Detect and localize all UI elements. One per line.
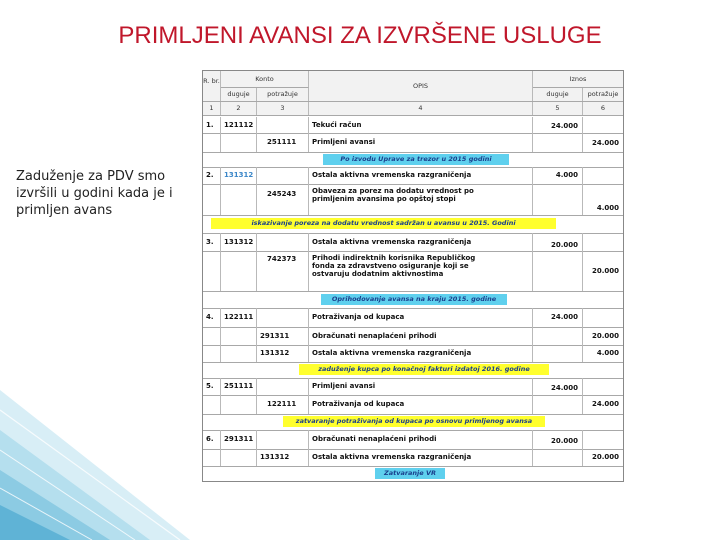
account-credit: 742373 — [257, 251, 309, 291]
note-row — [203, 152, 623, 168]
account-debit: 131312 — [221, 233, 257, 251]
row-number: 3. — [203, 233, 221, 251]
amount-credit — [583, 167, 623, 184]
table-row — [203, 395, 623, 415]
account-credit: 131312 — [257, 345, 309, 362]
table-header-top — [203, 71, 623, 88]
row-number — [203, 449, 221, 466]
amount-credit — [583, 233, 623, 251]
amount-debit — [533, 449, 583, 466]
amount-debit: 20.000 — [533, 430, 583, 449]
table-row — [203, 378, 623, 396]
amount-debit: 4.000 — [533, 167, 583, 184]
account-debit — [221, 395, 257, 414]
account-debit — [221, 251, 257, 291]
account-credit: 245243 — [257, 184, 309, 215]
row-number: 4. — [203, 308, 221, 327]
col-number: 5 — [533, 102, 583, 115]
amount-credit: 24.000 — [591, 139, 619, 147]
entry-description: Potraživanja od kupaca — [309, 395, 533, 414]
row-number — [203, 251, 221, 291]
amount-credit — [583, 430, 623, 449]
entry-description: Tekući račun — [309, 117, 533, 133]
amount-debit — [533, 395, 583, 414]
account-debit: 122111 — [221, 308, 257, 327]
note-highlight: zatvaranje potraživanja od kupaca po osnovu primljenog avansa — [283, 416, 545, 427]
entry-description: Ostala aktivna vremenska razgraničenja — [309, 233, 533, 251]
amount-credit: 20.000 — [591, 267, 619, 275]
account-credit — [257, 308, 309, 327]
header-konto-potrazuje: potražuje — [257, 88, 309, 101]
table-row — [203, 345, 623, 363]
account-debit: 291311 — [221, 430, 257, 449]
row-number — [203, 395, 221, 414]
table-header-sub — [203, 88, 623, 101]
note-highlight: Oprihodovanje avansa na kraju 2015. godine — [321, 294, 507, 305]
row-number: 1. — [203, 117, 221, 133]
decorative-corner-graphic — [0, 370, 190, 540]
account-debit — [221, 133, 257, 152]
amount-credit: 4.000 — [596, 204, 619, 212]
ledger-table — [202, 70, 624, 482]
note-highlight: Po izvodu Uprave za trezor u 2015 godini — [323, 154, 509, 165]
entry-description: Obračunati nenaplaćeni prihodi — [309, 430, 533, 449]
note-highlight: iskazivanje poreza na dodatu vrednost sadržan u avansu u 2015. Godini — [211, 218, 556, 229]
account-debit — [221, 184, 257, 215]
row-number — [203, 345, 221, 362]
header-konto-duguje: duguje — [221, 88, 257, 101]
amount-credit — [583, 378, 623, 395]
entry-description: Primljeni avansi — [309, 378, 533, 395]
entry-description: Ostala aktivna vremenska razgraničenja — [309, 167, 533, 184]
account-credit — [257, 430, 309, 449]
table-row — [203, 167, 623, 185]
note-row — [203, 466, 623, 481]
account-credit — [257, 167, 309, 184]
amount-credit: 24.000 — [591, 400, 619, 408]
entry-description: Ostala aktivna vremenska razgraničenja — [309, 345, 533, 362]
amount-credit: 20.000 — [591, 332, 619, 340]
col-number: 2 — [221, 102, 257, 115]
table-row — [203, 251, 623, 292]
row-number: 6. — [203, 430, 221, 449]
table-row — [203, 133, 623, 153]
account-debit — [221, 449, 257, 466]
header-rbr: R. br. — [203, 71, 221, 101]
col-number: 4 — [309, 102, 533, 115]
table-row — [203, 233, 623, 252]
table-row — [203, 449, 623, 467]
account-credit — [257, 378, 309, 395]
header-konto: Konto — [221, 71, 309, 88]
table-row — [203, 117, 623, 134]
row-number: 5. — [203, 378, 221, 395]
account-debit — [221, 345, 257, 362]
account-credit: 251111 — [257, 133, 309, 152]
table-row — [203, 184, 623, 216]
account-credit: 131312 — [257, 449, 309, 466]
col-number: 1 — [203, 102, 221, 115]
amount-credit — [583, 117, 623, 133]
table-row — [203, 430, 623, 450]
account-credit — [257, 233, 309, 251]
table-row — [203, 327, 623, 346]
row-number: 2. — [203, 167, 221, 184]
amount-debit: 20.000 — [533, 233, 583, 251]
amount-credit: 20.000 — [591, 453, 619, 461]
amount-debit — [533, 133, 583, 152]
note-highlight: Zatvaranje VR — [375, 468, 445, 479]
note-row — [203, 291, 623, 309]
entry-description: Obaveza za porez na dodatu vrednost po primljenim avansima po opštoj stopi — [309, 184, 533, 215]
amount-credit — [583, 308, 623, 327]
header-iznos: Iznos — [533, 71, 623, 88]
entry-description: Potraživanja od kupaca — [309, 308, 533, 327]
amount-debit: 24.000 — [533, 308, 583, 327]
note-row — [203, 215, 623, 234]
account-credit: 291311 — [257, 327, 309, 345]
amount-debit: 24.000 — [533, 117, 583, 133]
note-row — [203, 414, 623, 431]
account-debit: 121112 — [221, 117, 257, 133]
note-row — [203, 362, 623, 379]
note-highlight: zaduženje kupca po konačnoj fakturi izdatoj 2016. godine — [299, 364, 549, 375]
account-debit — [221, 327, 257, 345]
side-note-text: Zaduženje za PDV smo izvršili u godini kada je i primljen avans — [16, 169, 173, 218]
table-row — [203, 308, 623, 328]
col-number: 6 — [583, 102, 623, 115]
account-credit: 122111 — [257, 395, 309, 414]
amount-debit — [533, 251, 583, 291]
entry-description: Primljeni avansi — [309, 133, 533, 152]
amount-debit: 24.000 — [533, 378, 583, 395]
page-title: PRIMLJENI AVANSI ZA IZVRŠENE USLUGE — [118, 22, 602, 49]
row-number — [203, 133, 221, 152]
header-iznos-duguje: duguje — [533, 88, 583, 101]
column-numbers-row — [203, 101, 623, 116]
col-number: 3 — [257, 102, 309, 115]
entry-description: Ostala aktivna vremenska razgraničenja — [309, 449, 533, 466]
row-number — [203, 327, 221, 345]
header-iznos-potrazuje: potražuje — [583, 88, 623, 101]
row-number — [203, 184, 221, 215]
amount-debit — [533, 327, 583, 345]
account-debit: 251111 — [221, 378, 257, 395]
entry-description: Obračunati nenaplaćeni prihodi — [309, 327, 533, 345]
header-opis: OPIS — [309, 71, 533, 101]
amount-credit: 4.000 — [596, 349, 619, 357]
entry-description: Prihodi indirektnih korisnika Republičkog fonda za zdravstveno osiguranje koji se ostvaruju dodatnim aktivnostima — [309, 251, 533, 291]
account-credit — [257, 117, 309, 133]
amount-debit — [533, 345, 583, 362]
amount-debit — [533, 184, 583, 215]
account-debit: 131312 — [221, 167, 257, 184]
